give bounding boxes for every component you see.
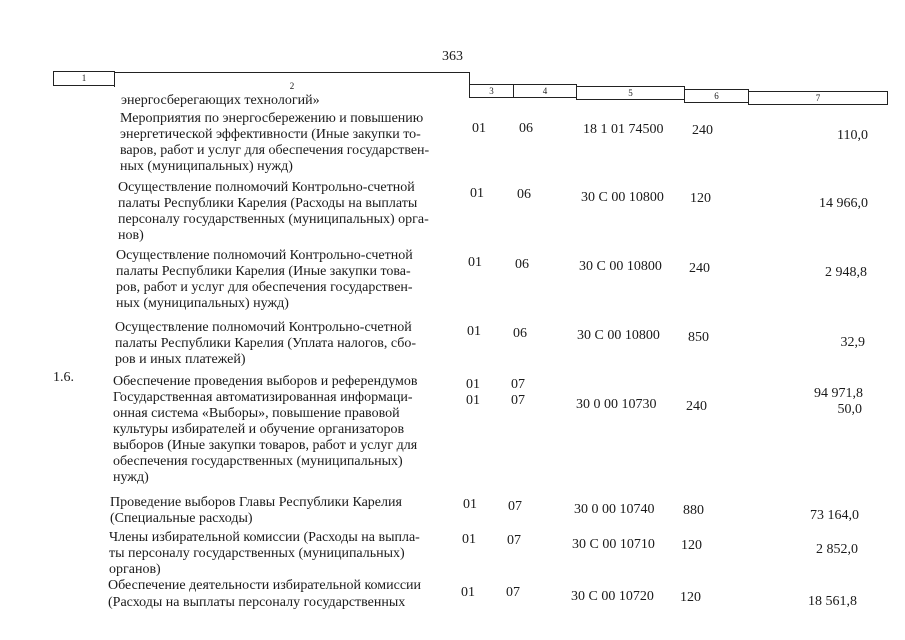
row-target-article: 30 0 00 10740 <box>574 502 655 517</box>
row-subsection-code: 07 <box>508 499 522 514</box>
row-description-line: Осуществление полномочий Контрольно-счетной <box>115 320 412 335</box>
row-description-line: обеспечения государственных (муниципальных) <box>113 454 403 469</box>
row-description-line: ных (муниципальных) нужд) <box>116 296 289 311</box>
row-description-line: персоналу государственных (муниципальных) орга- <box>118 212 429 227</box>
row-amount: 32,9 <box>840 335 865 350</box>
row-description-line: Государственная автоматизированная информаци- <box>113 390 413 405</box>
row-expense-type: 120 <box>690 191 711 206</box>
header-col-1: 1 <box>53 71 115 86</box>
row-expense-type: 240 <box>686 399 707 414</box>
row-description-line: Осуществление полномочий Контрольно-счетной <box>118 180 415 195</box>
row-amount: 14 966,0 <box>819 196 868 211</box>
row-expense-type: 120 <box>681 538 702 553</box>
row-amount: 110,0 <box>837 128 868 143</box>
row-description-line: Члены избирательной комиссии (Расходы на выпла- <box>109 530 420 545</box>
row-amount: 50,0 <box>837 402 862 417</box>
row-description-line: Осуществление полномочий Контрольно-счетной <box>116 248 413 263</box>
row-description-line: палаты Республики Карелия (Уплата налогов, сбо- <box>115 336 417 351</box>
continuation-text: энергосберегающих технологий» <box>121 93 320 108</box>
header-col-4: 4 <box>513 84 577 98</box>
row-description-line: ров и иных платежей) <box>115 352 246 367</box>
row-amount: 73 164,0 <box>810 508 859 523</box>
row-description-line: ров, работ и услуг для обеспечения государствен- <box>116 280 413 295</box>
row-target-article: 30 С 00 10720 <box>571 589 654 604</box>
header-col-3: 3 <box>469 84 514 98</box>
row-description-line: (Специальные расходы) <box>110 511 253 526</box>
row-section-code: 01 <box>466 377 480 392</box>
row-description-line: (Расходы на выплаты персоналу государственных <box>108 595 406 610</box>
row-subsection-code: 06 <box>519 121 533 136</box>
row-description-line: ты персоналу государственных (муниципальных) <box>109 546 405 561</box>
row-description-line: ных (муниципальных) нужд) <box>120 159 293 174</box>
row-amount: 94 971,8 <box>814 386 863 401</box>
row-target-article: 30 С 00 10800 <box>577 328 660 343</box>
row-amount: 2 948,8 <box>825 265 867 280</box>
row-description-line: онная система «Выборы», повышение правовой <box>113 406 400 421</box>
row-description-line: органов) <box>109 562 161 577</box>
row-description-line: нужд) <box>113 470 149 485</box>
row-section-code: 01 <box>463 497 477 512</box>
row-subsection-code: 07 <box>511 393 525 408</box>
row-description-line: культуры избирателей и обучение организаторов <box>113 422 405 437</box>
row-subsection-code: 06 <box>515 257 529 272</box>
row-section-code: 01 <box>472 121 486 136</box>
row-description-line: нов) <box>118 228 144 243</box>
row-expense-type: 850 <box>688 330 709 345</box>
row-target-article: 30 0 00 10730 <box>576 397 657 412</box>
row-description-line: палаты Республики Карелия (Расходы на выплаты <box>118 196 418 211</box>
row-section-code: 01 <box>467 324 481 339</box>
row-description-line: выборов (Иные закупки товаров, работ и услуг для <box>113 438 418 453</box>
row-subsection-code: 06 <box>517 187 531 202</box>
row-description-line: Обеспечение деятельности избирательной комиссии <box>108 578 422 593</box>
row-expense-type: 240 <box>689 261 710 276</box>
row-amount: 2 852,0 <box>816 542 858 557</box>
row-subsection-code: 07 <box>507 533 521 548</box>
row-target-article: 30 С 00 10710 <box>572 537 655 552</box>
row-subsection-code: 07 <box>506 585 520 600</box>
row-section-code: 01 <box>468 255 482 270</box>
header-col-5: 5 <box>576 86 685 100</box>
row-subsection-code: 06 <box>513 326 527 341</box>
row-target-article: 30 С 00 10800 <box>581 190 664 205</box>
row-description-line: варов, работ и услуг для обеспечения государствен- <box>120 143 430 158</box>
row-description-line: Обеспечение проведения выборов и референдумов <box>113 374 418 389</box>
header-col-7: 7 <box>748 91 888 105</box>
row-subsection-code: 07 <box>511 377 525 392</box>
page-number: 363 <box>442 49 463 64</box>
row-section-code: 01 <box>462 532 476 547</box>
row-description-line: энергетической эффективности (Иные закупки то- <box>120 127 421 142</box>
row-expense-type: 240 <box>692 123 713 138</box>
row-description-line: Проведение выборов Главы Республики Карелия <box>110 495 402 510</box>
header-col-2: 2 <box>114 72 470 87</box>
row-description-line: Мероприятия по энергосбережению и повышению <box>120 111 424 126</box>
row-target-article: 18 1 01 74500 <box>583 122 664 137</box>
header-col-6: 6 <box>684 89 749 103</box>
row-expense-type: 120 <box>680 590 701 605</box>
row-section-code: 01 <box>461 585 475 600</box>
row-description-line: палаты Республики Карелия (Иные закупки това- <box>116 264 411 279</box>
row-expense-type: 880 <box>683 503 704 518</box>
row-number: 1.6. <box>53 370 74 385</box>
row-amount: 18 561,8 <box>808 594 857 609</box>
row-section-code: 01 <box>470 186 484 201</box>
row-target-article: 30 С 00 10800 <box>579 259 662 274</box>
row-section-code: 01 <box>466 393 480 408</box>
